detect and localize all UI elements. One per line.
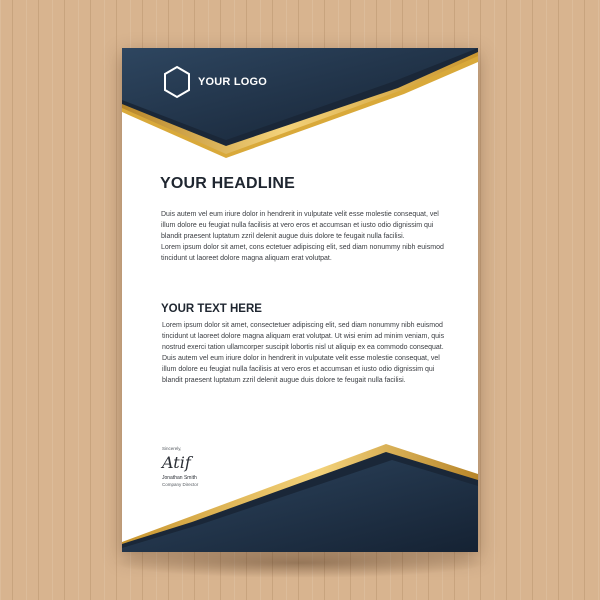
intro-text xyxy=(161,209,451,264)
paragraph-4: Duis autem vel eum iriure dolor in hendrerit in vulputate velit esse molestie consequat, vel illum dolore eu feugiat nulla facilisis at vero eros et accumsan et iusto odio dignissim qui blandit praesent luptatum zzril delenit augue duis dolore te feugait nulla facilisi. xyxy=(162,355,440,384)
paragraph-2: Lorem ipsum dolor sit amet, cons ectetuer adipiscing elit, sed diam nonummy nibh euismod tincidunt ut laoreet dolore magna aliquam erat volutpat. xyxy=(161,244,444,262)
signer-title: Company Director xyxy=(162,482,199,487)
signer-name: Jonathan Smith xyxy=(162,475,197,481)
page-headline: YOUR HEADLINE xyxy=(160,175,296,192)
company-logo xyxy=(162,65,267,99)
hexagon-icon xyxy=(162,65,192,99)
section-subheading: YOUR TEXT HERE xyxy=(161,303,262,315)
logo-text: YOUR LOGO xyxy=(198,76,268,88)
handwritten-signature: Atif xyxy=(162,453,191,472)
letterhead-sheet xyxy=(122,48,478,552)
paragraph-1: Duis autem vel eum iriure dolor in hendrerit in vulputate velit esse molestie consequat, vel illum dolore eu feugiat nulla facilisis at vero eros et accumsan et iusto odio dignissim qui blandit praesent luptatum zzril delenit augue duis dolore te feugait nulla facilisi. xyxy=(161,211,439,240)
section-text xyxy=(162,320,452,386)
signature-block xyxy=(162,446,198,487)
sheet-shadow xyxy=(110,548,490,578)
closing-text: Sincerely, xyxy=(162,446,182,451)
paragraph-3: Lorem ipsum dolor sit amet, consectetuer adipiscing elit, sed diam nonummy nibh euismod tincidunt ut laoreet dolore magna aliquam erat volutpat. Ut wisi enim ad minim veniam, quis nostrud exerci tation ullamcorper suscipit lobortis nisl ut aliquip ex ea commodo consequat. xyxy=(162,322,445,351)
